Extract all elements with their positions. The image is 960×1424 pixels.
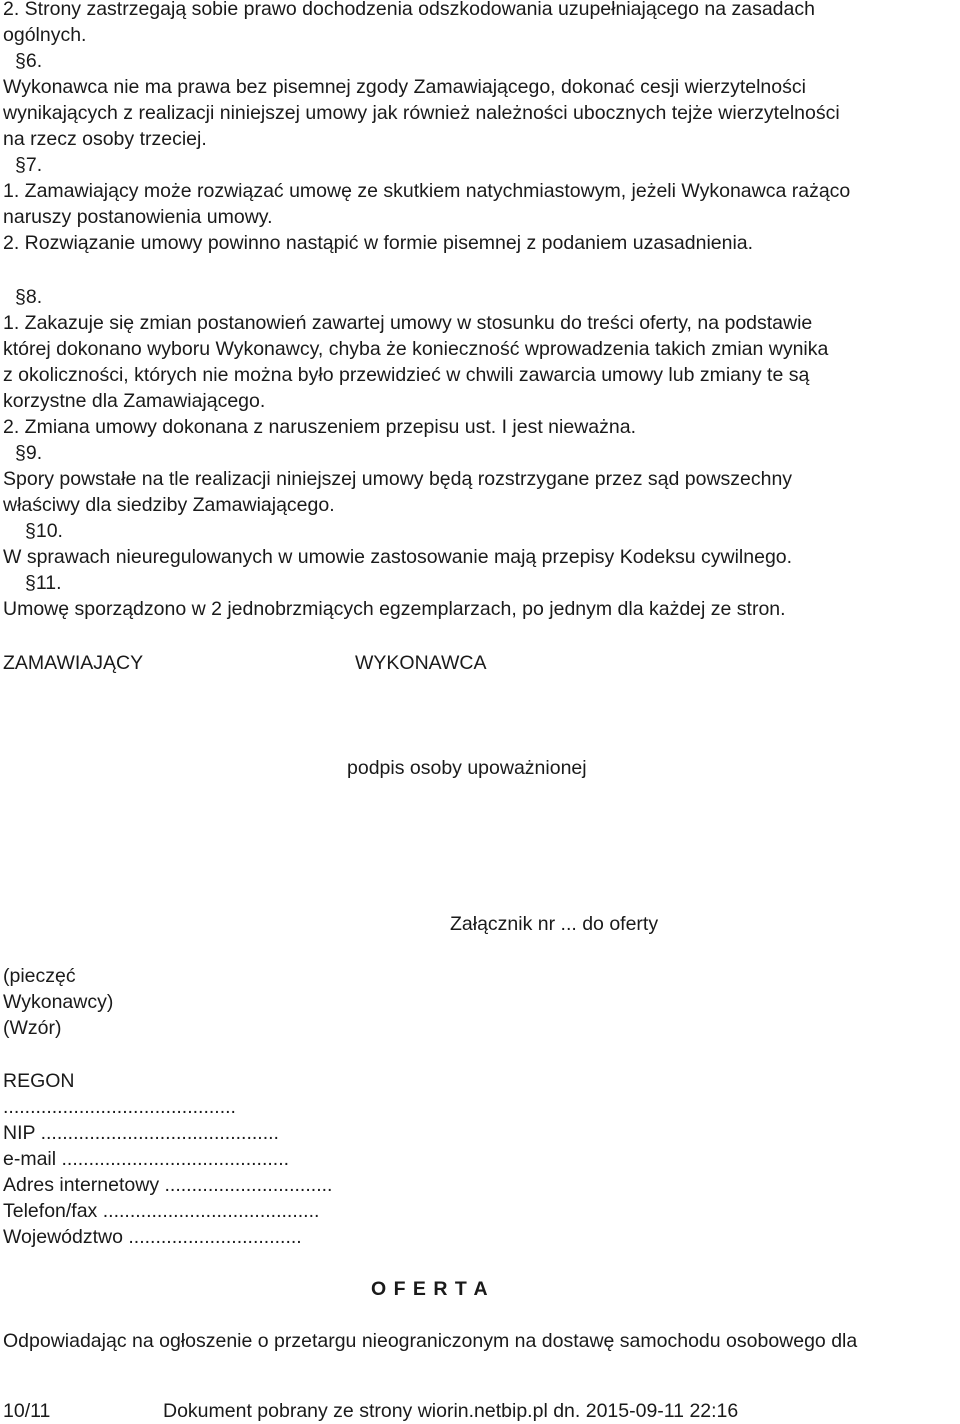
section-heading-7: §7. xyxy=(15,154,43,176)
clause-line: Wykonawca nie ma prawa bez pisemnej zgody Zamawiającego, dokonać cesji wierzytelności xyxy=(3,76,806,98)
field-regon-value: ........................................... xyxy=(3,1096,236,1118)
field-regon: REGON xyxy=(3,1070,75,1092)
clause-line: z okoliczności, których nie można było przewidzieć w chwili zawarcia umowy lub zmiany te są xyxy=(3,364,810,386)
clause-line: ogólnych. xyxy=(3,24,87,46)
clause-line: Umowę sporządzono w 2 jednobrzmiących egzemplarzach, po jednym dla każdej ze stron. xyxy=(3,598,786,620)
field-phone-fax: Telefon/fax ........................................ xyxy=(3,1200,320,1222)
section-heading-8: §8. xyxy=(15,286,43,308)
clause-line: 2. Rozwiązanie umowy powinno nastąpić w formie pisemnej z podaniem uzasadnienia. xyxy=(3,232,754,254)
clause-line: Spory powstałe na tle realizacji niniejszej umowy będą rozstrzygane przez sąd powszechny xyxy=(3,468,793,490)
stamp-line: Wykonawcy) xyxy=(3,991,114,1013)
signature-right-label: WYKONAWCA xyxy=(355,652,487,674)
stamp-line: (pieczęć xyxy=(3,965,76,987)
clause-line: 1. Zamawiający może rozwiązać umowę ze skutkiem natychmiastowym, jeżeli Wykonawca rażąco xyxy=(3,180,851,202)
field-nip: NIP ............................................ xyxy=(3,1122,279,1144)
stamp-line: (Wzór) xyxy=(3,1017,62,1039)
offer-title: O F E R T A xyxy=(371,1278,489,1300)
field-email: e-mail .......................................... xyxy=(3,1148,290,1170)
clause-line: na rzecz osoby trzeciej. xyxy=(3,128,207,150)
clause-line: której dokonano wyboru Wykonawcy, chyba że konieczność wprowadzenia takich zmian wynika xyxy=(3,338,829,360)
clause-line: naruszy postanowienia umowy. xyxy=(3,206,273,228)
signature-note: podpis osoby upoważnionej xyxy=(347,757,587,779)
section-heading-10: §10. xyxy=(25,520,63,542)
field-voivodeship: Województwo ................................ xyxy=(3,1226,302,1248)
footer-source: Dokument pobrany ze strony wiorin.netbip.pl dn. 2015-09-11 22:16 xyxy=(163,1400,739,1422)
clause-line: wynikających z realizacji niniejszej umowy jak również należności ubocznych tejże wierzytelności xyxy=(3,102,840,124)
clause-line: W sprawach nieuregulowanych w umowie zastosowanie mają przepisy Kodeksu cywilnego. xyxy=(3,546,793,568)
offer-intro: Odpowiadając na ogłoszenie o przetargu nieograniczonym na dostawę samochodu osobowego dla xyxy=(3,1330,858,1352)
section-heading-6: §6. xyxy=(15,50,43,72)
clause-line: 1. Zakazuje się zmian postanowień zawartej umowy w stosunku do treści oferty, na podstawie xyxy=(3,312,813,334)
section-heading-9: §9. xyxy=(15,442,43,464)
clause-line: 2. Zmiana umowy dokonana z naruszeniem przepisu ust. I jest nieważna. xyxy=(3,416,636,438)
field-website: Adres internetowy ............................... xyxy=(3,1174,333,1196)
clause-line: korzystne dla Zamawiającego. xyxy=(3,390,266,412)
footer-page-number: 10/11 xyxy=(3,1400,51,1422)
clause-line: właściwy dla siedziby Zamawiającego. xyxy=(3,494,335,516)
section-heading-11: §11. xyxy=(25,572,62,594)
clause-line: 2. Strony zastrzegają sobie prawo dochodzenia odszkodowania uzupełniającego na zasadach xyxy=(3,0,815,20)
attachment-label: Załącznik nr ... do oferty xyxy=(450,913,659,935)
signature-left-label: ZAMAWIAJĄCY xyxy=(3,652,144,674)
